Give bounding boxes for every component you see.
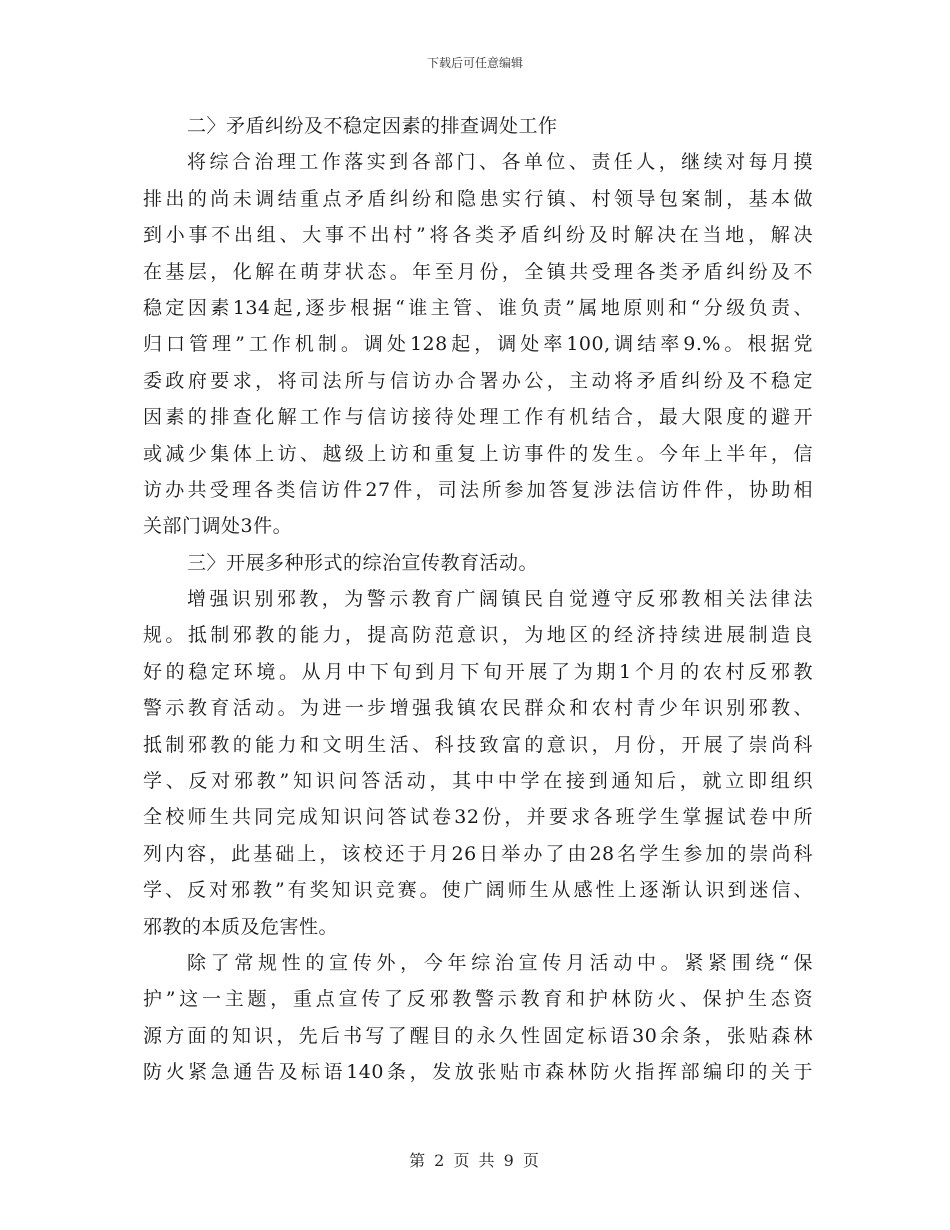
text-line: 邪教的本质及危害性。 bbox=[143, 915, 339, 938]
text-line: 关部门调处3件。 bbox=[143, 515, 293, 538]
text-line: 二〉矛盾纠纷及不稳定因素的排查调处工作 bbox=[187, 115, 558, 137]
text-line: 护”这一主题，重点宣传了反邪教警示教育和护林防火、保护生态资 bbox=[143, 988, 813, 1011]
text-line: 列内容，此基础上，该校还于月26日举办了由28名学生参加的崇尚科 bbox=[143, 842, 813, 865]
text-line: 全校师生共同完成知识问答试卷32份，并要求各班学生掌握试卷中所 bbox=[143, 806, 813, 829]
text-line: 到小事不出组、大事不出村”将各类矛盾纠纷及时解决在当地，解决 bbox=[143, 224, 813, 247]
text-line: 三〉开展多种形式的综治宣传教育活动。 bbox=[187, 551, 539, 574]
page-header-note: 下载后可任意编辑 bbox=[426, 56, 523, 70]
text-line: 访办共受理各类信访件27件，司法所参加答复涉法信访件件，协助相 bbox=[143, 478, 813, 501]
text-line: 增强识别邪教，为警示教育广阔镇民自觉遵守反邪教相关法律法 bbox=[187, 588, 813, 611]
text-line: 将综合治理工作落实到各部门、各单位、责任人，继续对每月摸 bbox=[187, 151, 813, 174]
text-line: 归口管理”工作机制。调处128起，调处率100,调结率9.%。根据党 bbox=[143, 333, 813, 356]
text-line: 学、反对邪教”知识问答活动，其中中学在接到通知后，就立即组织 bbox=[143, 770, 813, 793]
text-line: 委政府要求，将司法所与信访办合署办公，主动将矛盾纠纷及不稳定 bbox=[143, 369, 813, 392]
text-line: 警示教育活动。为进一步增强我镇农民群众和农村青少年识别邪教、 bbox=[143, 697, 813, 720]
text-line: 好的稳定环境。从月中下旬到月下旬开展了为期1个月的农村反邪教 bbox=[143, 660, 813, 683]
text-line: 规。抵制邪教的能力，提高防范意识，为地区的经济持续进展制造良 bbox=[143, 624, 813, 647]
text-line: 在基层，化解在萌芽状态。年至月份，全镇共受理各类矛盾纠纷及不 bbox=[143, 260, 813, 283]
text-line: 稳定因素134起,逐步根据“谁主管、谁负责”属地原则和“分级负责、 bbox=[143, 296, 813, 319]
text-line: 学、反对邪教”有奖知识竞赛。使广阔师生从感性上逐渐认识到迷信、 bbox=[143, 879, 813, 902]
text-line: 排出的尚未调结重点矛盾纠纷和隐患实行镇、村领导包案制，基本做 bbox=[143, 187, 813, 210]
text-line: 因素的排查化解工作与信访接待处理工作有机结合，最大限度的避开 bbox=[143, 406, 813, 429]
text-line: 防火紧急通告及标语140条，发放张贴市森林防火指挥部编印的关于 bbox=[143, 1061, 813, 1084]
page-number-footer: 第 2 页 共 9 页 bbox=[409, 1151, 541, 1170]
text-line: 除了常规性的宣传外，今年综治宣传月活动中。紧紧围绕“保 bbox=[187, 951, 813, 974]
text-line: 抵制邪教的能力和文明生活、科技致富的意识，月份，开展了崇尚科 bbox=[143, 733, 813, 756]
text-line: 源方面的知识，先后书写了醒目的永久性固定标语30余条，张贴森林 bbox=[143, 1024, 813, 1047]
document-body bbox=[143, 108, 813, 1091]
text-line: 或减少集体上访、越级上访和重复上访事件的发生。今年上半年，信 bbox=[143, 442, 813, 465]
